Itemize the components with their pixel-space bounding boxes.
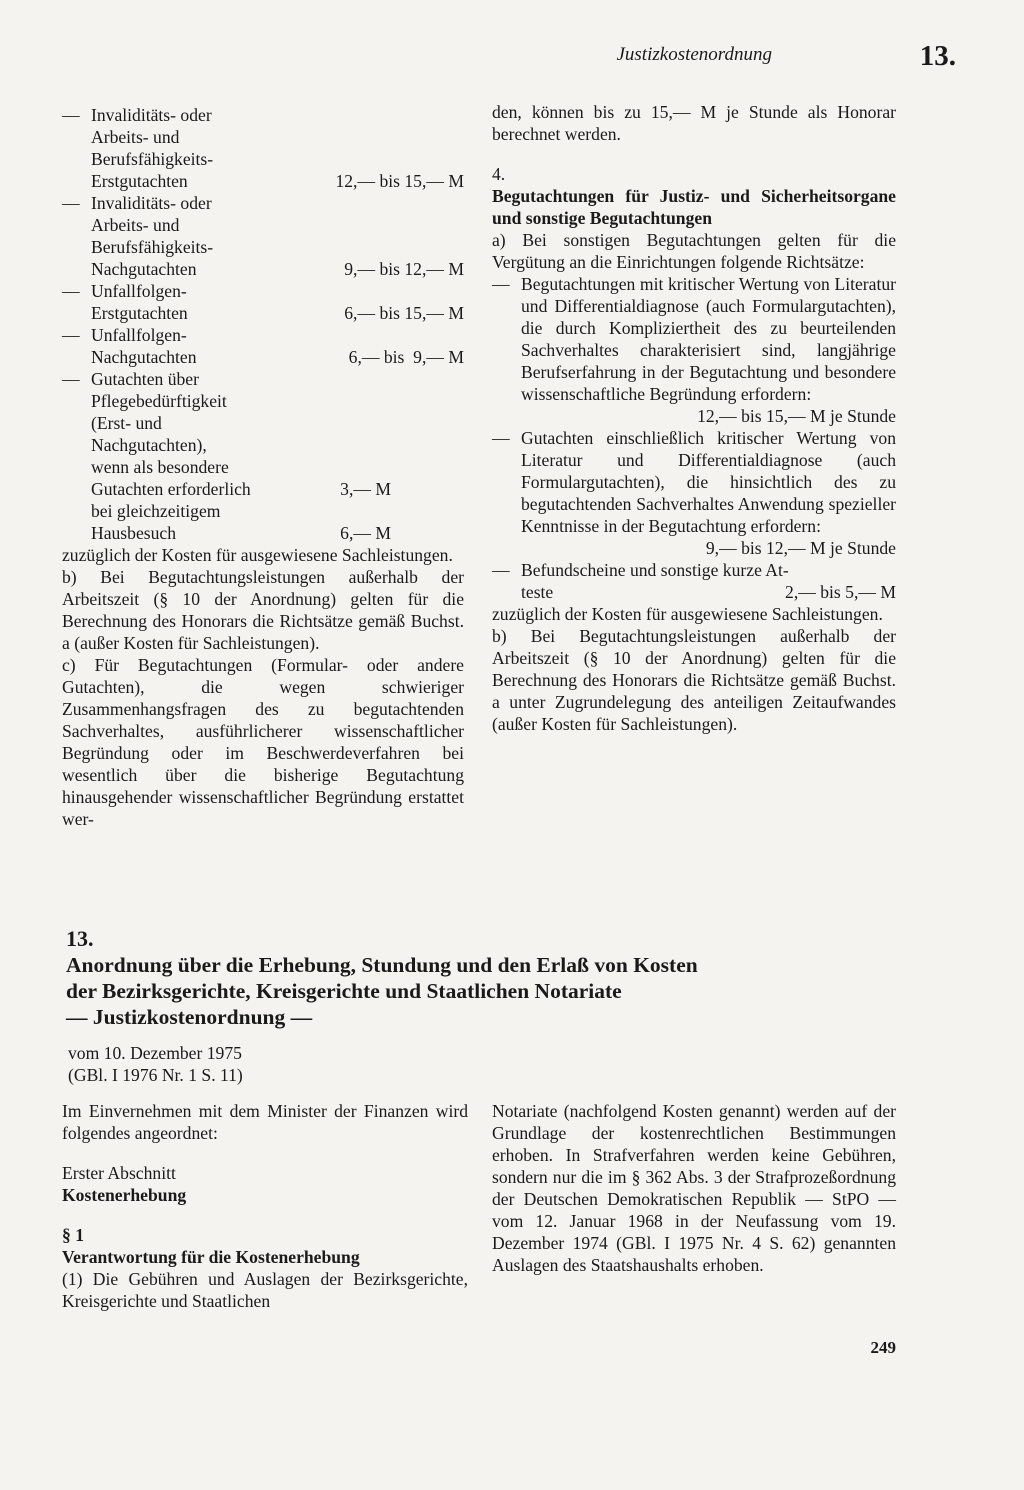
item-line: Nachgutachten xyxy=(91,259,197,279)
fee-value: 3,— M xyxy=(340,479,391,499)
fee-value: 9,— bis 12,— M je Stunde xyxy=(705,538,896,558)
list-dash: — xyxy=(62,193,80,213)
item-line: Berufsfähigkeits- xyxy=(91,237,214,257)
section-title-line: Anordnung über die Erhebung, Stundung und den Erlaß von Kosten xyxy=(66,953,698,977)
fee-item-care xyxy=(62,368,464,544)
item-line: Invaliditäts- oder xyxy=(91,193,212,213)
right-column-top xyxy=(492,101,896,735)
fee-item xyxy=(62,192,464,280)
item-text: Gutachten einschließlich kritischer Wertung von Literatur und Differentialdiagnose (auch Formulargutachten), die hinsichtlich des zu begutachtenden Sachverhaltes Anwendung spezieller Kenntnisse in der Begutachtung erfordern: xyxy=(521,428,896,536)
item-line: (Erst- und xyxy=(91,413,162,433)
item-line: teste xyxy=(521,582,554,602)
list-dash: — xyxy=(492,274,510,294)
list-dash: — xyxy=(62,105,80,125)
paragraph: (1) Die Gebühren und Auslagen der Bezirksgerichte, Kreisgerichte und Staatlichen xyxy=(62,1269,468,1311)
fee-item xyxy=(492,559,896,603)
fee-item xyxy=(62,324,464,368)
paragraph: zuzüglich der Kosten für ausgewiesene Sachleistungen. xyxy=(62,545,453,565)
item-line: Befundscheine und sonstige kurze At- xyxy=(521,560,789,580)
paragraph: zuzüglich der Kosten für ausgewiesene Sachleistungen. xyxy=(492,604,883,624)
left-column-top xyxy=(62,104,464,830)
gazette-reference: (GBl. I 1976 Nr. 1 S. 11) xyxy=(68,1065,243,1085)
fee-value: 12,— bis 15,— M je Stunde xyxy=(697,406,896,426)
paragraph: b) Bei Begutachtungsleistungen außerhalb der Arbeitszeit (§ 10 der Anordnung) gelten für die Berechnung des Honorars die Richtsätze gemäß Buchst. a unter Zugrundelegung des anteiligen Zeitaufwandes (außer Kosten für Sachleistungen). xyxy=(492,626,896,734)
date-line: vom 10. Dezember 1975 xyxy=(68,1043,242,1063)
subsection-heading: Begutachtungen für Justiz- und Sicherheitsorgane und sonstige Begutachtungen xyxy=(492,186,896,228)
fee-item xyxy=(492,273,896,427)
item-line: Arbeits- und xyxy=(91,127,180,147)
left-column-bottom xyxy=(62,1100,468,1312)
section-title-line: — Justizkostenordnung — xyxy=(66,1005,313,1029)
section-date xyxy=(68,1042,243,1086)
fee-value: 6,— M xyxy=(340,523,391,543)
section-heading xyxy=(66,926,896,1030)
list-dash: — xyxy=(62,325,80,345)
item-line: Erstgutachten xyxy=(91,171,188,191)
section-number: 13. xyxy=(66,926,94,951)
paragraph: Notariate (nachfolgend Kosten genannt) werden auf der Grundlage der kostenrechtlichen Bestimmungen erhoben. In Strafverfahren werden keine Gebühren, sondern nur die im § 362 Abs. 3 der Strafprozeßordnung der Deutschen Demokratischen Republik — StPO — vom 12. Januar 1968 in der Neufassung vom 19. Dezember 1974 (GBl. I 1975 Nr. 4 S. 62) genannten Auslagen des Staatshaushalts erhoben. xyxy=(492,1101,896,1275)
item-line: Pflegebedürftigkeit xyxy=(91,391,227,411)
fee-item xyxy=(62,280,464,324)
fee-value: 9,— bis 12,— M xyxy=(344,259,464,279)
fee-value: 2,— bis 5,— M xyxy=(785,582,896,602)
item-line: Nachgutachten), xyxy=(91,435,207,455)
part-title: Kostenerhebung xyxy=(62,1185,187,1205)
paragraph: den, können bis zu 15,— M je Stunde als Honorar berechnet werden. xyxy=(492,102,896,144)
item-line: Invaliditäts- oder xyxy=(91,105,212,125)
fee-value: 6,— bis 9,— M xyxy=(348,347,464,367)
paragraph: b) Bei Begutachtungsleistungen außerhalb der Arbeitszeit (§ 10 der Anordnung) gelten für die Berechnung des Honorars die Richtsätze gemäß Buchst. a (außer Kosten für Sachleistungen). xyxy=(62,567,464,653)
fee-item xyxy=(492,427,896,559)
subsection-number: 4. xyxy=(492,164,506,184)
item-line: Nachgutachten xyxy=(91,347,197,367)
fee-value: 12,— bis 15,— M xyxy=(335,171,464,191)
item-line: Berufsfähigkeits- xyxy=(91,149,214,169)
paragraph-title: Verantwortung für die Kostenerhebung xyxy=(62,1247,360,1267)
item-line: Gutachten erforderlich xyxy=(91,479,251,499)
list-dash: — xyxy=(62,369,80,389)
item-line: Gutachten über xyxy=(91,369,199,389)
fee-item xyxy=(62,104,464,192)
running-section-number: 13. xyxy=(919,40,956,72)
item-line: Erstgutachten xyxy=(91,303,188,323)
list-dash: — xyxy=(62,281,80,301)
part-label: Erster Abschnitt xyxy=(62,1163,176,1183)
fee-value: 6,— bis 15,— M xyxy=(344,303,464,323)
paragraph-sign: § 1 xyxy=(62,1225,84,1245)
list-dash: — xyxy=(492,428,510,448)
item-line: wenn als besondere xyxy=(91,457,229,477)
item-line: Unfallfolgen- xyxy=(91,325,187,345)
page-number: 249 xyxy=(870,1338,896,1357)
item-line: Hausbesuch xyxy=(91,523,177,543)
item-text: Begutachtungen mit kritischer Wertung von Literatur und Differentialdiagnose (auch Formulargutachten), die durch Kompliziertheit des zu beurteilenden Sachverhaltes charakterisiert sind, langjährige Berufserfahrung in der Begutachtung und besondere wissenschaftliche Begründung erfordern: xyxy=(521,274,896,404)
paragraph: a) Bei sonstigen Begutachtungen gelten für die Vergütung an die Einrichtungen folgende Richtsätze: xyxy=(492,230,896,272)
right-column-bottom xyxy=(492,1100,896,1276)
item-line: Unfallfolgen- xyxy=(91,281,187,301)
item-line: bei gleichzeitigem xyxy=(91,501,221,521)
paragraph: c) Für Begutachtungen (Formular- oder andere Gutachten), die wegen schwieriger Zusammenhangsfragen des zu begutachtenden Sachverhaltes, ausführlicherer wissenschaftlicher Begründung oder im Beschwerdeverfahren bei wesentlich über die bisherige Begutachtung hinausgehender wissenschaftlicher Begründung erstattet wer- xyxy=(62,655,464,829)
running-title: Justizkostenordnung xyxy=(616,44,772,65)
list-dash: — xyxy=(492,560,510,580)
paragraph: Im Einvernehmen mit dem Minister der Finanzen wird folgendes angeordnet: xyxy=(62,1101,468,1143)
item-line: Arbeits- und xyxy=(91,215,180,235)
section-title-line: der Bezirksgerichte, Kreisgerichte und Staatlichen Notariate xyxy=(66,979,622,1003)
